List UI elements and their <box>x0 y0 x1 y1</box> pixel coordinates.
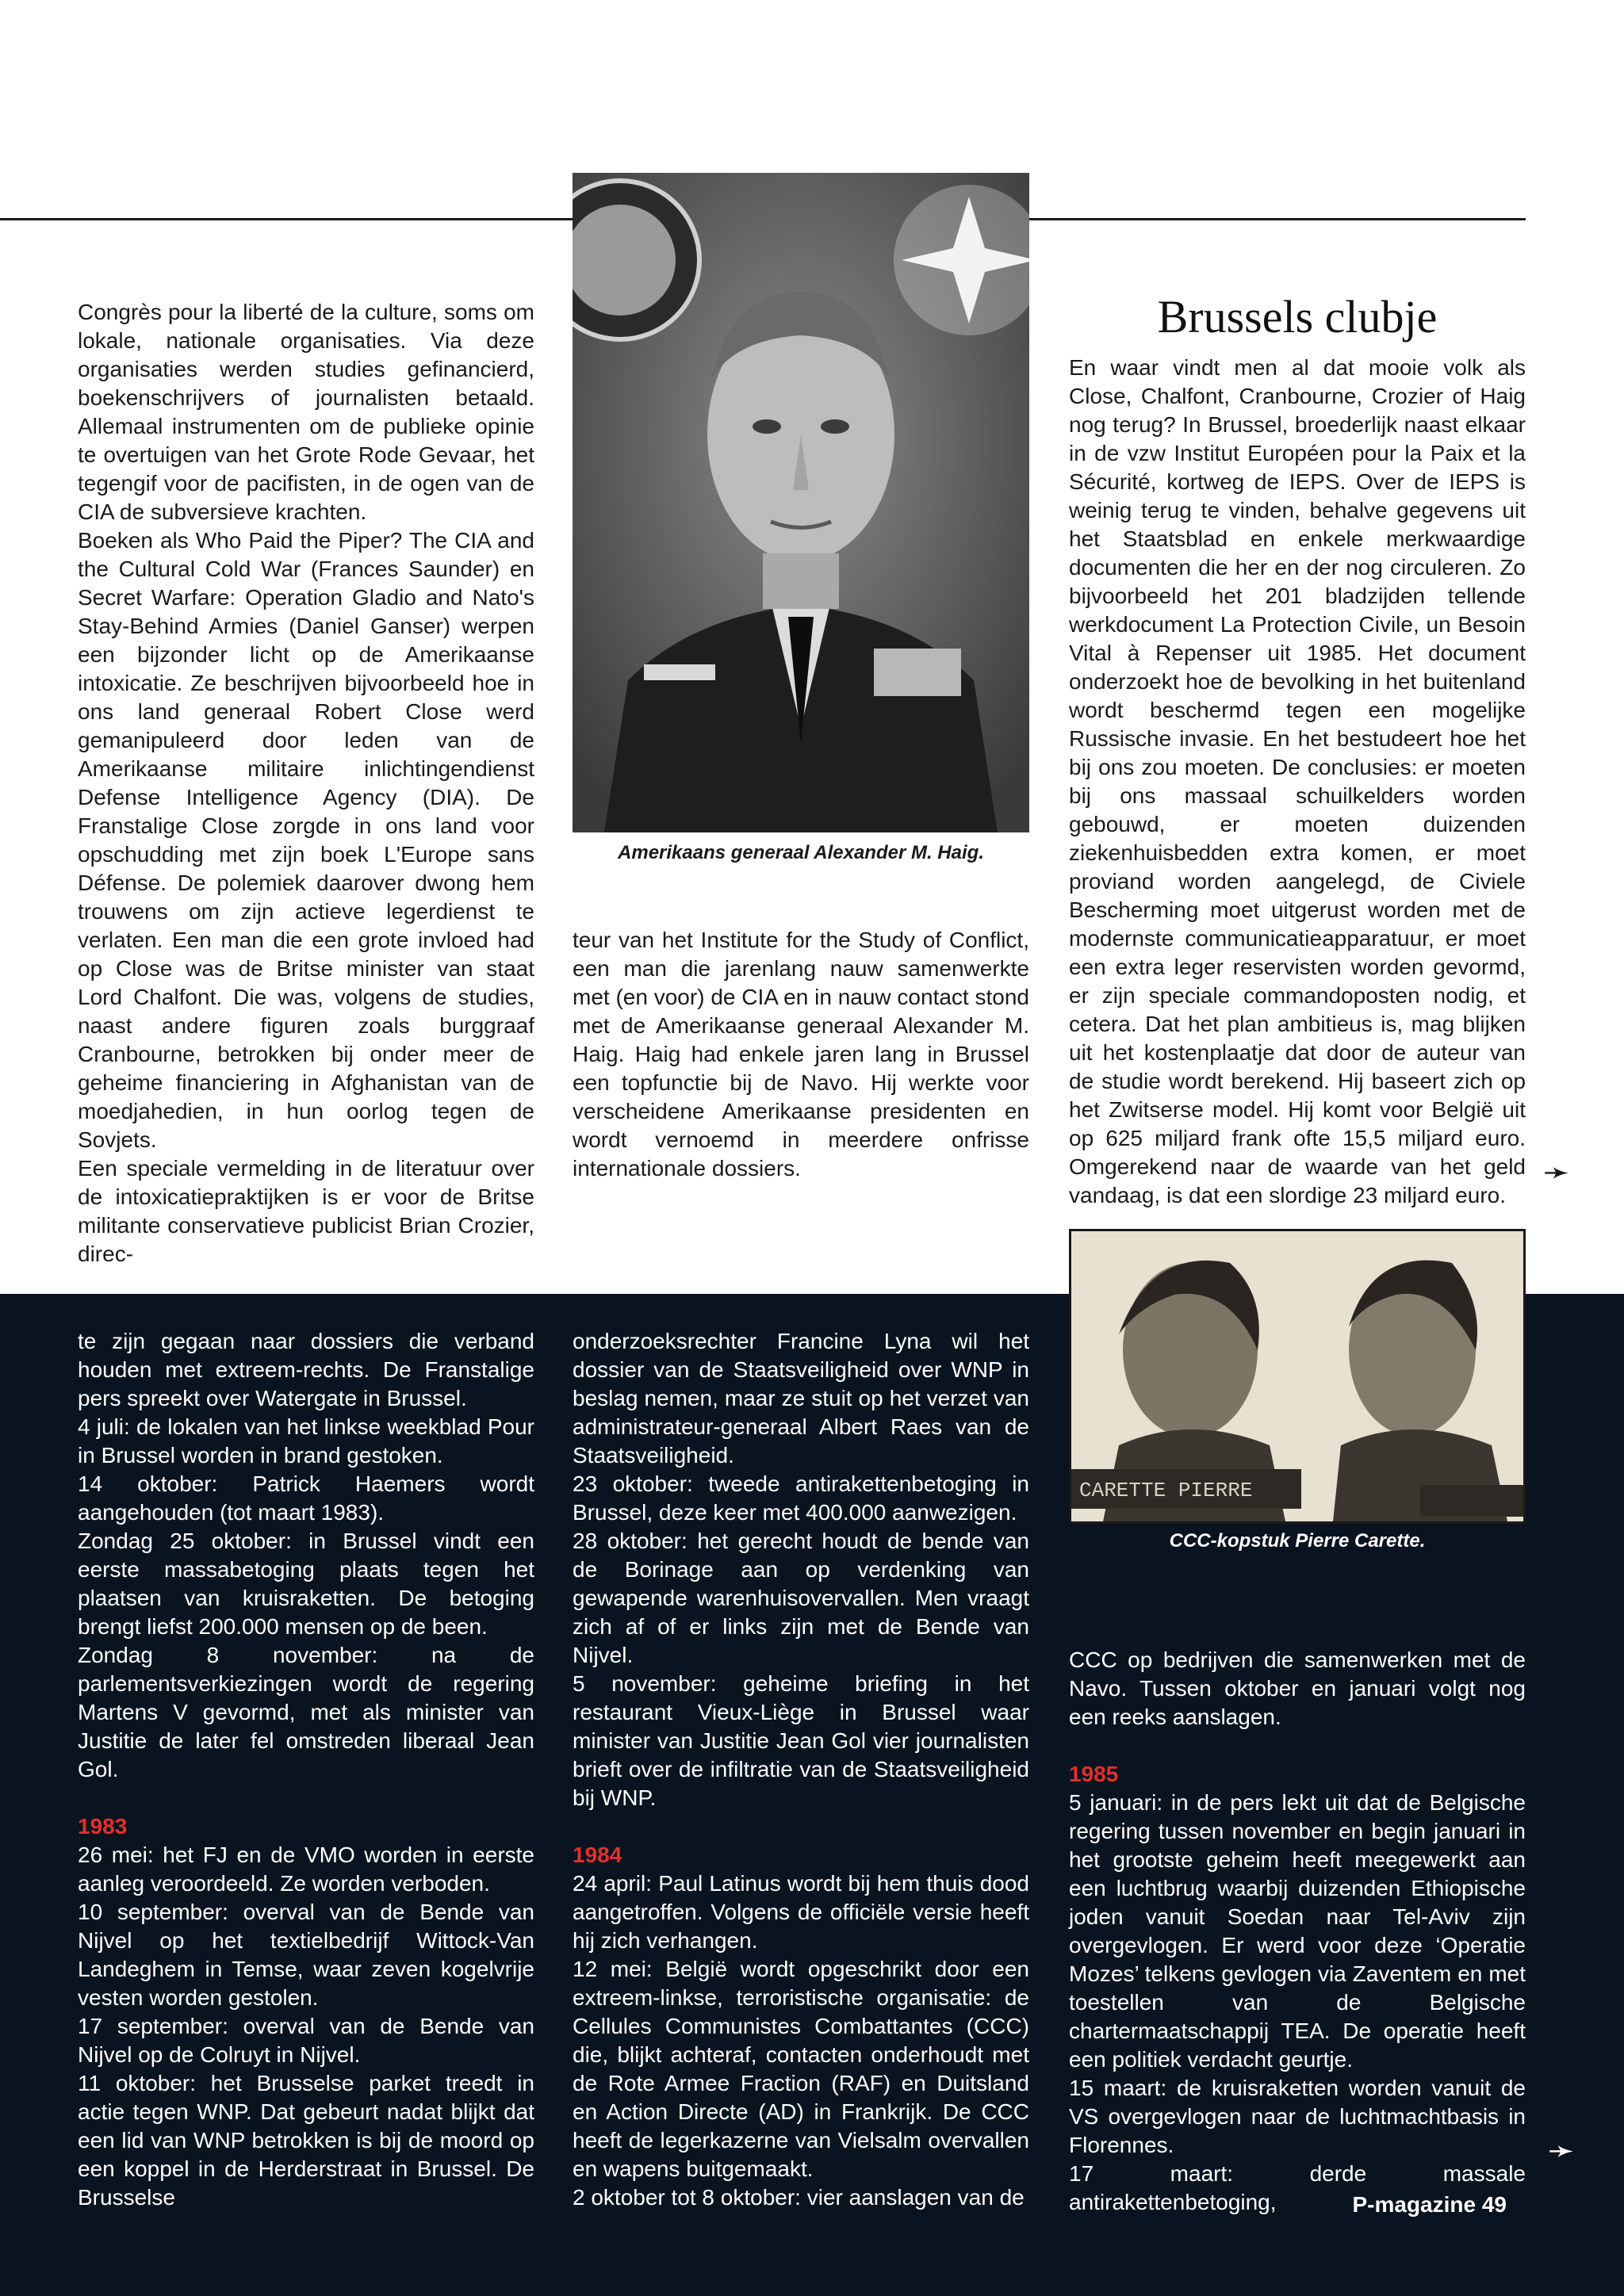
timeline-column-2 <box>573 1327 1029 2212</box>
top-column-2 <box>573 926 1029 1183</box>
top-rule-right <box>1029 218 1526 220</box>
top-col1-para-3: Een speciale vermelding in de literatuur over de intoxicatiepraktijken is er voor de Britse militante conservatieve publicist Brian Crozier, direc- <box>78 1156 534 1266</box>
top-col2-para: teur van het Institute for the Study of Conflict, een man die jarenlang nauw samenwerkte met (en voor) de CIA en in nauw contact stond met de Amerikaanse generaal Alexander M. Haig. Haig had enkele jaren lang in Brussel een topfunctie bij de Navo. Hij werkte voor verscheidene Amerikaanse presidenten en wordt vernoemd in meerdere onfrisse internationale dossiers. <box>573 928 1029 1181</box>
timeline-1-item: 11 oktober: het Brusselse parket treedt in actie tegen WNP. Dat gebeurt nadat blijkt dat een lid van WNP betrokken is bij de moord op een koppel in de Herderstraat in Brussel. De Brusselse <box>78 2071 534 2210</box>
top-rule-left <box>0 218 573 220</box>
side-heading: Brussels clubje <box>1157 291 1438 342</box>
photo-alexander-haig <box>573 173 1029 832</box>
year-heading-1983: 1983 <box>78 1814 128 1839</box>
carette-mugshot-image <box>1071 1231 1523 1521</box>
top-col1-para-1: Congrès pour la liberté de la culture, soms om lokale, nationale organisaties. Via deze organisaties werden studies gefinancierd, boekenschrijvers of journalisten betaald. Allemaal instrumenten om de publieke opinie te overtuigen van het Grote Rode Gevaar, het tegengif voor de pacifisten, in de ogen van de CIA de subversieve krachten. <box>78 300 534 524</box>
top-col1-para-2: Boeken als Who Paid the Piper? The CIA and the Cultural Cold War (Frances Saunder) en Secret Warfare: Operation Gladio and Nato's Stay-Behind Armies (Daniel Ganser) werpen een bijzonder licht op de Amerikaanse intoxicatie. Ze beschrijven bijvoorbeeld hoe in ons land generaal Robert Close werd gemanipuleerd door leden van de Amerikaanse militaire inlichtingendienst Defense Intelligence Agency (DIA). De Franstalige Close zorgde in ons land voor opschudding met zijn boek L'Europe sans Défense. De polemiek daarover dwong hem trouwens om zijn actieve legerdienst te verlaten. Een man die een grote invloed had op Close was de Britse minister van staat Lord Chalfont. Die was, volgens de studies, naast andere figuren zoals burggraaf Cranbourne, betrokken bij onder meer de geheime financiering in Afghanistan van de moedjahedien, in hun oorlog tegen de Sovjets. <box>78 528 534 1152</box>
haig-photo-caption: Amerikaans generaal Alexander M. Haig. <box>618 842 984 863</box>
page-footer: P-magazine 49 <box>1352 2192 1507 2217</box>
continue-arrow-icon: ➛ <box>1543 1155 1570 1190</box>
timeline-2-item: onderzoeksrechter Francine Lyna wil het dossier van de Staatsveiligheid over WNP in beslag nemen, maar ze stuit op het verzet van administrateur-generaal Albert Raes van de Staatsveiligheid. <box>573 1329 1029 1468</box>
timeline-2-item: 5 november: geheime briefing in het restaurant Vieux-Liège in Brussel waar minister van Justitie Jean Gol vier journalisten brieft over de infiltratie van de Staatsveiligheid bij WNP. <box>573 1671 1029 1810</box>
timeline-3-item: CCC op bedrijven die samenwerken met de Navo. Tussen oktober en januari volgt nog een reeks aanslagen. <box>1069 1647 1526 1729</box>
year-heading-1984: 1984 <box>573 1843 622 1867</box>
top-column-3 <box>1069 354 1526 1210</box>
timeline-3-item: 5 januari: in de pers lekt uit dat de Belgische regering tussen november en begin januari in het grootste geheim heeft meegewerkt aan een luchtbrug waarbij duizenden Ethiopische joden vanuit Soedan naar Tel-Aviv zijn overgevlogen. Er werd voor deze ‘Operatie Mozes’ telkens gevlogen via Zaventem en met toestellen van de Belgische chartermaatschappij TEA. De operatie heeft een politiek verdacht geurtje. <box>1069 1790 1526 2072</box>
photo-pierre-carette <box>1069 1229 1526 1524</box>
top-col3-para: En waar vindt men al dat mooie volk als Close, Chalfont, Cranbourne, Crozier of Haig nog terug? In Brussel, broederlijk naast elkaar in de vzw Institut Européen pour la Paix et la Sécurité, kortweg de IEPS. Over de IEPS is weinig terug te vinden, behalve gegevens uit het Staatsblad en enkele merkwaardige documenten die her en der nog circuleren. Zo bijvoorbeeld het 201 bladzijden tellende werkdocument La Protection Civile, un Besoin Vital à Repenser uit 1985. Het document onderzoekt hoe de bevolking in het buitenland wordt beschermd tegen een mogelijke Russische invasie. En het bestudeert hoe het bij ons zou moeten. De conclusies: er moeten bij ons massaal schuilkelders worden gebouwd, er moeten duizenden ziekenhuisbedden extra komen, er moet proviand worden aangelegd, de Civiele Bescherming moet uitgerust worden met de modernste communicatieapparatuur, er moet een extra leger reservisten worden gevormd, er zijn speciale commandoposten nodig, et cetera. Dat het plan ambitieus is, mag blijken uit het kostenplaatje dat door de auteur van de studie wordt berekend. Hij baseert zich op het Zwitserse model. Hij komt voor België uit op 625 miljard frank ofte 15,5 miljard euro. Omgerekend naar de waarde van het geld vandaag, is dat een slordige 23 miljard euro. <box>1069 355 1526 1207</box>
mugshot-nameplate-text: CARETTE PIERRE <box>1079 1479 1253 1502</box>
timeline-2-item: 23 oktober: tweede antirakettenbetoging in Brussel, deze keer met 400.000 aanwezigen. <box>573 1471 1029 1525</box>
timeline-1-item: te zijn gegaan naar dossiers die verband houden met extreem-rechts. De Franstalige pers spreekt over Watergate in Brussel. <box>78 1329 534 1410</box>
timeline-column-3 <box>1069 1646 1526 2217</box>
timeline-2-item: 24 april: Paul Latinus wordt bij hem thuis dood aangetroffen. Volgens de officiële versie heeft hij zich verhangen. <box>573 1871 1029 1953</box>
timeline-1-item: 10 september: overval van de Bende van Nijvel op het textielbedrijf Wittock-Van Landeghem in Temse, waar zeven kogelvrije vesten worden gestolen. <box>78 1900 534 2010</box>
year-heading-1985: 1985 <box>1069 1762 1119 1786</box>
carette-photo-caption: CCC-kopstuk Pierre Carette. <box>1169 1530 1426 1552</box>
timeline-column-1 <box>78 1327 534 2212</box>
timeline-1-item: Zondag 8 november: na de parlementsverkiezingen wordt de regering Martens V gevormd, met als minister van Justitie de later fel omstreden liberaal Jean Gol. <box>78 1643 534 1781</box>
top-column-1 <box>78 298 534 1269</box>
continue-arrow-icon: ➛ <box>1548 2133 1575 2168</box>
timeline-1-item: 14 oktober: Patrick Haemers wordt aangehouden (tot maart 1983). <box>78 1471 534 1525</box>
timeline-3-item: 17 maart: derde massale antirakettenbetoging, <box>1069 2161 1526 2214</box>
timeline-1-item: Zondag 25 oktober: in Brussel vindt een eerste massabetoging plaats tegen het plaatsen van kruisraketten. De betoging brengt liefst 200.000 mensen op de been. <box>78 1529 534 1639</box>
timeline-2-item: 12 mei: België wordt opgeschrikt door een extreem-linkse, terroristische organisatie: de Cellules Communistes Combattantes (CCC) die, blijkt achteraf, contacten onderhoudt met de Rote Armee Fraction (RAF) en Duitsland en Action Directe (AD) in Frankrijk. De CCC heeft de legerkazerne van Vielsalm overvallen en wapens buitgemaakt. <box>573 1957 1029 2181</box>
timeline-3-item: 15 maart: de kruisraketten worden vanuit de VS overgevlogen naar de luchtmachtbasis in Florennes. <box>1069 2076 1526 2157</box>
timeline-1-item: 26 mei: het FJ en de VMO worden in eerste aanleg veroordeeld. Ze worden verboden. <box>78 1843 534 1896</box>
timeline-2-item: 28 oktober: het gerecht houdt de bende van de Borinage aan op verdenking van gewapende warenhuisovervallen. Men vraagt zich af of er links zijn met de Bende van Nijvel. <box>573 1529 1029 1667</box>
timeline-1-item: 4 juli: de lokalen van het linkse weekblad Pour in Brussel worden in brand gestoken. <box>78 1414 534 1468</box>
timeline-2-item: 2 oktober tot 8 oktober: vier aanslagen van de <box>573 2185 1025 2210</box>
timeline-1-item: 17 september: overval van de Bende van Nijvel op de Colruyt in Nijvel. <box>78 2014 534 2067</box>
haig-portrait-image <box>573 173 1029 832</box>
